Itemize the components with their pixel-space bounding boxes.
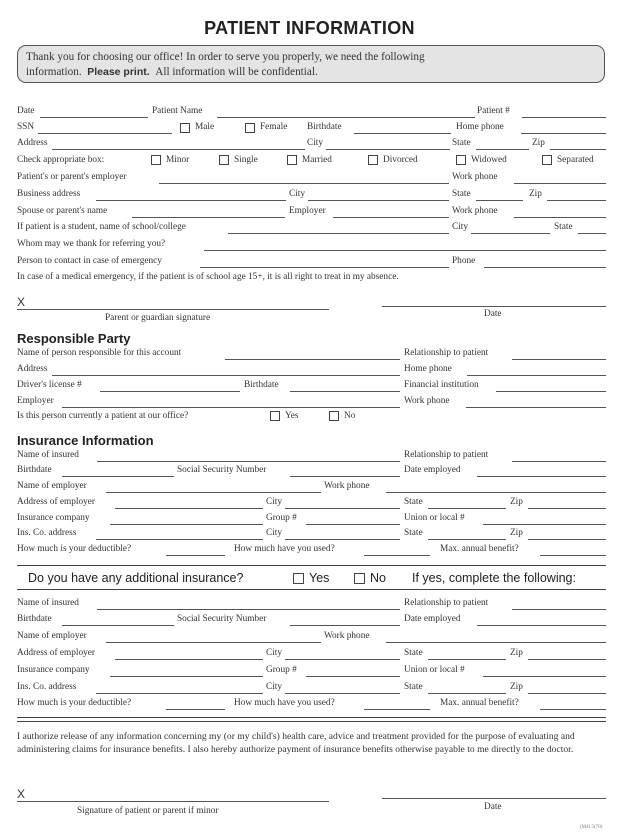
ssn-label: SSN xyxy=(17,122,35,132)
separated-label: Separated xyxy=(557,155,594,165)
insured-name-label: Name of insured xyxy=(17,450,79,460)
insurance-company-field[interactable] xyxy=(110,524,263,525)
patient-signature-field[interactable] xyxy=(17,801,329,802)
insured-ssn-label: Social Security Number xyxy=(177,465,267,475)
add-ins-co-city-label: City xyxy=(266,682,283,692)
birthdate-field[interactable] xyxy=(354,133,451,134)
insured-employer-label: Name of employer xyxy=(17,481,87,491)
add-insured-relationship-field[interactable] xyxy=(512,609,606,610)
add-insured-name-field[interactable] xyxy=(97,609,400,610)
responsible-employer-field[interactable] xyxy=(62,407,400,408)
additional-no-checkbox[interactable] xyxy=(354,573,365,584)
section-divider xyxy=(17,565,606,566)
add-insured-work-phone-field[interactable] xyxy=(386,642,606,643)
responsible-address-field[interactable] xyxy=(52,375,400,376)
divorced-checkbox[interactable] xyxy=(368,155,378,165)
add-insured-work-phone-label: Work phone xyxy=(324,631,370,641)
home-phone-field[interactable] xyxy=(521,133,606,134)
responsible-relationship-field[interactable] xyxy=(512,359,606,360)
business-address-label: Business address xyxy=(17,189,81,199)
employer-field[interactable] xyxy=(159,183,449,184)
authorization-text: I authorize release of any information concerning my (or my child's) health care, advice and treatment provided for the purpose of evaluating and administering claims for insurance benefits. I also hereby authorize payment of insurance benefits otherwise payable to me directly to the doctor. xyxy=(17,731,575,755)
add-employer-state-field[interactable] xyxy=(428,659,506,660)
parent-signature-label: Parent or guardian signature xyxy=(105,313,211,323)
parent-signature-field[interactable] xyxy=(17,309,329,310)
zip-label: Zip xyxy=(532,138,545,148)
insured-birthdate-field[interactable] xyxy=(62,476,174,477)
used-field[interactable] xyxy=(364,555,430,556)
birthdate-label: Birthdate xyxy=(307,122,342,132)
male-label: Male xyxy=(195,122,215,132)
patient-name-field[interactable] xyxy=(217,117,475,118)
used-label: How much have you used? xyxy=(234,544,335,554)
school-city-field[interactable] xyxy=(471,233,550,234)
employer-state-field[interactable] xyxy=(428,508,506,509)
state-field[interactable] xyxy=(476,149,529,150)
current-patient-yes-label: Yes xyxy=(285,411,299,421)
ins-co-city-field[interactable] xyxy=(285,539,400,540)
female-label: Female xyxy=(260,122,288,132)
insured-relationship-field[interactable] xyxy=(512,461,606,462)
zip-field[interactable] xyxy=(550,149,606,150)
add-ins-co-zip-label: Zip xyxy=(510,682,523,692)
add-employer-state-label: State xyxy=(404,648,423,658)
business-city-label: City xyxy=(289,189,306,199)
current-patient-yes-checkbox[interactable] xyxy=(270,411,280,421)
responsible-name-field[interactable] xyxy=(225,359,400,360)
responsible-work-phone-label: Work phone xyxy=(404,396,450,406)
home-phone-label: Home phone xyxy=(456,122,504,132)
patient-signature-date-label: Date xyxy=(484,802,502,812)
address-field[interactable] xyxy=(52,149,305,150)
add-ins-co-state-field[interactable] xyxy=(428,693,506,694)
responsible-home-phone-label: Home phone xyxy=(404,364,452,374)
business-zip-label: Zip xyxy=(529,189,542,199)
patient-signature-x-mark: X xyxy=(17,787,26,801)
add-employer-city-label: City xyxy=(266,648,283,658)
max-benefit-label: Max. annual benefit? xyxy=(440,544,519,554)
responsible-relationship-label: Relationship to patient xyxy=(404,348,489,358)
business-zip-field[interactable] xyxy=(547,200,606,201)
insured-name-field[interactable] xyxy=(97,461,400,462)
ins-co-zip-field[interactable] xyxy=(528,539,606,540)
minor-label: Minor xyxy=(166,155,190,165)
employer-city-field[interactable] xyxy=(285,508,400,509)
authorization-divider-bottom xyxy=(17,721,606,722)
current-patient-no-label: No xyxy=(344,411,356,421)
patient-number-field[interactable] xyxy=(522,117,606,118)
ins-co-city-label: City xyxy=(266,528,283,538)
additional-complete-label: If yes, complete the following: xyxy=(412,571,576,585)
insured-employer-field[interactable] xyxy=(106,492,321,493)
additional-divider xyxy=(17,589,606,590)
employer-state-label: State xyxy=(404,497,423,507)
add-group-label: Group # xyxy=(266,665,297,675)
max-benefit-field[interactable] xyxy=(540,555,606,556)
signature-x-mark: X xyxy=(17,295,26,309)
date-label: Date xyxy=(17,106,35,116)
employer-address-field[interactable] xyxy=(115,508,263,509)
referral-label: Whom may we thank for referring you? xyxy=(17,239,166,249)
employer-zip-field[interactable] xyxy=(528,508,606,509)
responsible-work-phone-field[interactable] xyxy=(466,407,606,408)
add-ins-co-address-label: Ins. Co. address xyxy=(17,682,77,692)
add-employer-address-field[interactable] xyxy=(115,659,263,660)
single-label: Single xyxy=(234,155,258,165)
responsible-birthdate-field[interactable] xyxy=(290,391,400,392)
add-ins-co-state-label: State xyxy=(404,682,423,692)
add-insured-name-label: Name of insured xyxy=(17,598,79,608)
spouse-work-phone-label: Work phone xyxy=(452,206,498,216)
add-ins-co-address-field[interactable] xyxy=(96,693,263,694)
add-insured-relationship-label: Relationship to patient xyxy=(404,598,489,608)
additional-insurance-question: Do you have any additional insurance? xyxy=(28,571,244,585)
add-insured-date-employed-label: Date employed xyxy=(404,614,461,624)
school-state-field[interactable] xyxy=(578,233,606,234)
notice-line-2: information. Please print. All information will be confidential. xyxy=(26,66,318,78)
financial-field[interactable] xyxy=(496,391,606,392)
add-insured-date-employed-field[interactable] xyxy=(477,625,606,626)
add-insured-ssn-label: Social Security Number xyxy=(177,614,267,624)
add-deductible-label: How much is your deductible? xyxy=(17,698,132,708)
ssn-field[interactable] xyxy=(38,133,172,134)
emergency-contact-field[interactable] xyxy=(200,267,449,268)
insured-work-phone-field[interactable] xyxy=(386,492,606,493)
add-group-field[interactable] xyxy=(306,676,400,677)
authorization-divider-top xyxy=(17,717,606,718)
spouse-employer-label: Employer xyxy=(289,206,326,216)
responsible-birthdate-label: Birthdate xyxy=(244,380,279,390)
ins-co-address-field[interactable] xyxy=(96,539,263,540)
spouse-label: Spouse or parent's name xyxy=(17,206,108,216)
ins-co-zip-label: Zip xyxy=(510,528,523,538)
married-label: Married xyxy=(302,155,332,165)
emergency-contact-label: Person to contact in case of emergency xyxy=(17,256,162,266)
additional-no-label: No xyxy=(370,571,386,585)
widowed-label: Widowed xyxy=(471,155,507,165)
current-patient-label: Is this person currently a patient at our office? xyxy=(17,411,189,421)
employer-label: Patient's or parent's employer xyxy=(17,172,127,182)
responsible-address-label: Address xyxy=(17,364,48,374)
add-insured-birthdate-field[interactable] xyxy=(62,625,174,626)
add-ins-co-city-field[interactable] xyxy=(285,693,400,694)
ins-co-state-label: State xyxy=(404,528,423,538)
work-phone-label: Work phone xyxy=(452,172,498,182)
insurance-heading: Insurance Information xyxy=(17,433,154,448)
add-insurance-company-field[interactable] xyxy=(110,676,263,677)
patient-signature-date-field[interactable] xyxy=(382,798,606,799)
business-address-field[interactable] xyxy=(96,200,286,201)
additional-yes-checkbox[interactable] xyxy=(293,573,304,584)
patient-signature-label: Signature of patient or parent if minor xyxy=(77,806,219,816)
work-phone-field[interactable] xyxy=(514,183,606,184)
notice-line-1: Thank you for choosing our office! In order to serve you properly, we need the following xyxy=(26,51,425,63)
license-label: Driver's license # xyxy=(17,380,82,390)
widowed-checkbox[interactable] xyxy=(456,155,466,165)
business-state-field[interactable] xyxy=(476,200,523,201)
state-label: State xyxy=(452,138,471,148)
insured-work-phone-label: Work phone xyxy=(324,481,370,491)
check-box-label: Check appropriate box: xyxy=(17,155,105,165)
city-label: City xyxy=(307,138,324,148)
add-deductible-field[interactable] xyxy=(166,709,225,710)
date-field[interactable] xyxy=(40,117,148,118)
insured-date-employed-label: Date employed xyxy=(404,465,461,475)
add-employer-city-field[interactable] xyxy=(285,659,400,660)
spouse-work-phone-field[interactable] xyxy=(514,217,606,218)
add-union-label: Union or local # xyxy=(404,665,465,675)
ins-co-state-field[interactable] xyxy=(428,539,506,540)
employer-address-label: Address of employer xyxy=(17,497,95,507)
financial-label: Financial institution xyxy=(404,380,479,390)
insured-birthdate-label: Birthdate xyxy=(17,465,52,475)
add-insured-employer-field[interactable] xyxy=(106,642,321,643)
city-field[interactable] xyxy=(326,149,450,150)
add-insured-employer-label: Name of employer xyxy=(17,631,87,641)
insured-ssn-field[interactable] xyxy=(290,476,400,477)
married-checkbox[interactable] xyxy=(287,155,297,165)
employer-zip-label: Zip xyxy=(510,497,523,507)
add-used-field[interactable] xyxy=(364,709,430,710)
referral-field[interactable] xyxy=(204,250,606,251)
license-field[interactable] xyxy=(100,391,240,392)
consent-text: In case of a medical emergency, if the patient is of school age 15+, it is all right to treat in my absence. xyxy=(17,272,399,282)
business-state-label: State xyxy=(452,189,471,199)
business-city-field[interactable] xyxy=(308,200,449,201)
emergency-phone-label: Phone xyxy=(452,256,476,266)
parent-signature-date-label: Date xyxy=(484,309,502,319)
address-label: Address xyxy=(17,138,48,148)
school-state-label: State xyxy=(554,222,573,232)
group-field[interactable] xyxy=(306,524,400,525)
insured-relationship-label: Relationship to patient xyxy=(404,450,489,460)
union-label: Union or local # xyxy=(404,513,465,523)
parent-signature-date-field[interactable] xyxy=(382,306,606,307)
deductible-field[interactable] xyxy=(166,555,225,556)
spouse-employer-field[interactable] xyxy=(333,217,449,218)
insurance-company-label: Insurance company xyxy=(17,513,90,523)
female-checkbox[interactable] xyxy=(245,123,255,133)
spouse-field[interactable] xyxy=(132,217,285,218)
group-label: Group # xyxy=(266,513,297,523)
school-city-label: City xyxy=(452,222,469,232)
add-insured-ssn-field[interactable] xyxy=(290,625,400,626)
responsible-party-heading: Responsible Party xyxy=(17,331,131,346)
deductible-label: How much is your deductible? xyxy=(17,544,132,554)
add-used-label: How much have you used? xyxy=(234,698,335,708)
additional-yes-label: Yes xyxy=(309,571,330,585)
add-insurance-company-label: Insurance company xyxy=(17,665,90,675)
add-ins-co-zip-field[interactable] xyxy=(528,693,606,694)
add-employer-zip-label: Zip xyxy=(510,648,523,658)
insured-date-employed-field[interactable] xyxy=(477,476,606,477)
divorced-label: Divorced xyxy=(383,155,418,165)
form-code: (M4) 5(70) xyxy=(580,825,603,830)
add-insured-birthdate-label: Birthdate xyxy=(17,614,52,624)
add-employer-zip-field[interactable] xyxy=(528,659,606,660)
page-title: PATIENT INFORMATION xyxy=(204,18,415,38)
add-union-field[interactable] xyxy=(483,676,606,677)
current-patient-no-checkbox[interactable] xyxy=(329,411,339,421)
add-max-benefit-field[interactable] xyxy=(540,709,606,710)
ins-co-address-label: Ins. Co. address xyxy=(17,528,77,538)
male-checkbox[interactable] xyxy=(180,123,190,133)
responsible-employer-label: Employer xyxy=(17,396,54,406)
patient-name-label: Patient Name xyxy=(152,106,203,116)
separated-checkbox[interactable] xyxy=(542,155,552,165)
patient-number-label: Patient # xyxy=(477,106,510,116)
union-field[interactable] xyxy=(483,524,606,525)
add-max-benefit-label: Max. annual benefit? xyxy=(440,698,519,708)
employer-city-label: City xyxy=(266,497,283,507)
single-checkbox[interactable] xyxy=(219,155,229,165)
add-employer-address-label: Address of employer xyxy=(17,648,95,658)
student-label: If patient is a student, name of school/college xyxy=(17,222,186,232)
student-field[interactable] xyxy=(228,233,449,234)
minor-checkbox[interactable] xyxy=(151,155,161,165)
emergency-phone-field[interactable] xyxy=(484,267,606,268)
responsible-name-label: Name of person responsible for this account xyxy=(17,348,182,358)
responsible-home-phone-field[interactable] xyxy=(467,375,606,376)
